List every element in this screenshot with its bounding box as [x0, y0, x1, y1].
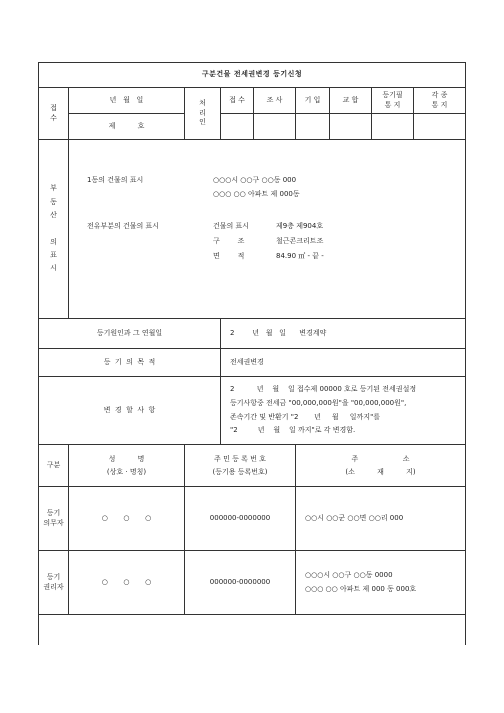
change-line-2: 등기사항중 전세금 "00,000,000원"을 "00,000,000원", — [230, 398, 407, 407]
unit-label: 전유부분의 건물의 표시 — [87, 222, 160, 230]
col-entry: 기 입 — [296, 88, 330, 114]
reception-label: 접 수 — [39, 88, 69, 140]
cause-value[interactable]: 2 년 월 일 변경계약 — [221, 319, 466, 349]
cell-notice-sign[interactable] — [414, 114, 466, 140]
change-line-4: "2 년 월 일 까지"로 각 변경함. — [230, 426, 356, 435]
change-label: 변 경 할 사 항 — [39, 377, 221, 445]
obligor-label: 등기 의무자 — [39, 487, 69, 551]
estate-label: 부 동 산 의 표 시 — [39, 140, 69, 319]
structure-value: 철근콘크리트조 — [276, 237, 324, 245]
header-id: 주 민 등 록 번 호 (등기용 등록번호) — [185, 445, 296, 487]
obligor-name[interactable]: ○ ○ ○ — [69, 487, 185, 551]
purpose-value[interactable]: 전세권변경 — [221, 349, 466, 377]
blank-row — [39, 615, 466, 645]
processor-label: 처 리 인 — [185, 88, 221, 140]
purpose-label: 등 기 의 목 적 — [39, 349, 221, 377]
cell-review-sign[interactable] — [254, 114, 296, 140]
header-category: 구분 — [39, 445, 69, 487]
change-line-3: 존속기간 및 반환기 "2 년 월 일까지"를 — [230, 412, 381, 421]
col-reception: 접 수 — [221, 88, 254, 114]
cell-completion-sign[interactable] — [372, 114, 414, 140]
cause-label: 등기원인과 그 연월일 — [39, 319, 221, 349]
structure-label: 구 조 — [213, 237, 245, 245]
building-label: 1동의 건물의 표시 — [87, 176, 144, 184]
unit-display-value: 제9층 제904호 — [276, 222, 324, 230]
holder-address[interactable]: ○○○시 ○○구 ○○동 0000 ○○○ ○○ 아파트 제 000 동 000호 — [296, 551, 466, 615]
area-value: 84.90 ㎡ - 끝 - — [276, 252, 324, 260]
registration-form — [38, 62, 465, 712]
holder-label: 등기 권리자 — [39, 551, 69, 615]
col-collation: 교 합 — [330, 88, 372, 114]
reception-number[interactable]: 제 호 — [69, 114, 185, 140]
cell-reception-sign[interactable] — [221, 114, 254, 140]
area-label: 면 적 — [213, 252, 245, 260]
change-line-1: 2 년 월 일 접수제 00000 호로 등기된 전세권설정 — [230, 385, 417, 394]
obligor-address[interactable]: ○○시 ○○군 ○○면 ○○리 000 — [296, 487, 466, 551]
form-table — [38, 62, 466, 645]
unit-display-label: 건물의 표시 — [213, 222, 250, 230]
form-title: 구분건물 전세권변경 등기신청 — [39, 63, 466, 88]
change-content[interactable] — [221, 377, 466, 445]
col-review: 조 사 — [254, 88, 296, 114]
obligor-id[interactable]: 000000-0000000 — [185, 487, 296, 551]
holder-name[interactable]: ○ ○ ○ — [69, 551, 185, 615]
cell-entry-sign[interactable] — [296, 114, 330, 140]
header-address: 주 소 (소 재 지) — [296, 445, 466, 487]
reception-date[interactable]: 년 월 일 — [69, 88, 185, 114]
holder-id[interactable]: 000000-0000000 — [185, 551, 296, 615]
col-completion-notice: 등기필 통 지 — [372, 88, 414, 114]
estate-description[interactable] — [69, 140, 466, 319]
header-name: 성 명 (상호 · 명칭) — [69, 445, 185, 487]
col-various-notice: 각 종 통 지 — [414, 88, 466, 114]
building-name: ○○○ ○○ 아파트 제 000동 — [213, 190, 300, 198]
cell-collation-sign[interactable] — [330, 114, 372, 140]
building-address: ○○○시 ○○구 ○○동 000 — [213, 176, 297, 184]
